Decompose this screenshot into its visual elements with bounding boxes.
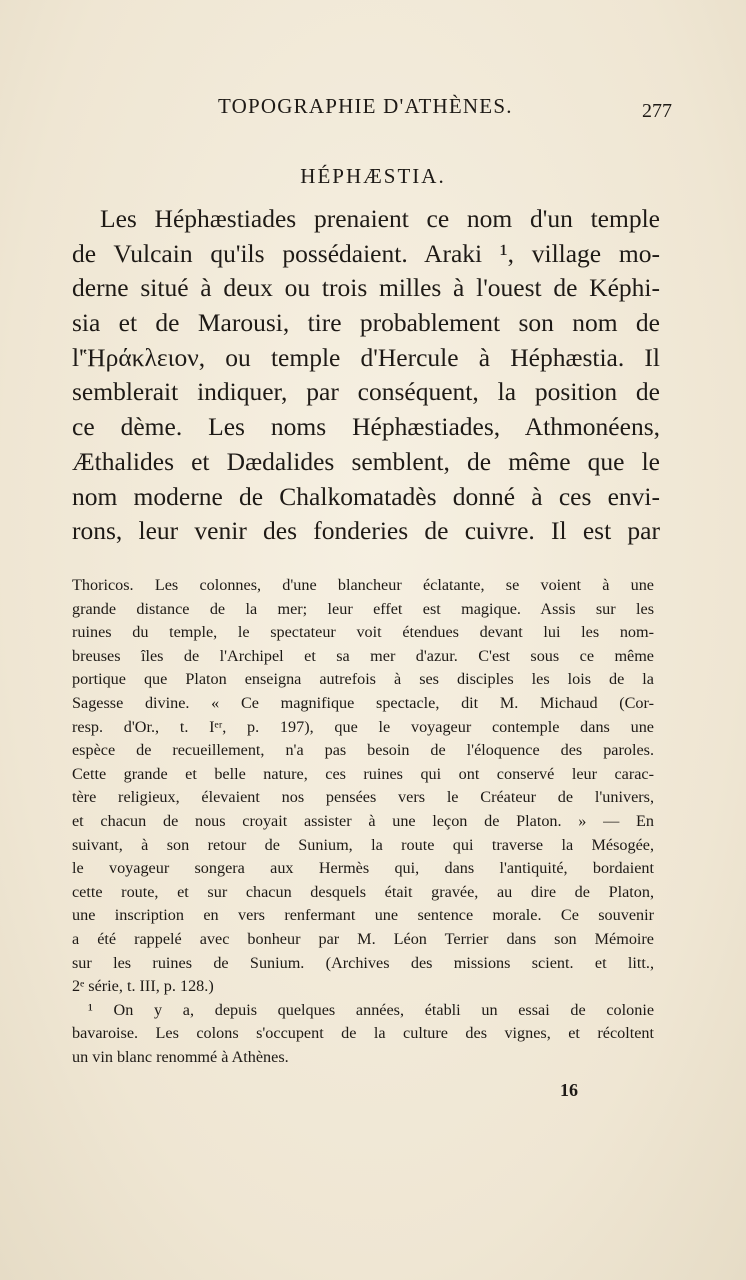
footnote-line: et chacun de nous croyait assister à une leçon de Platon. » — En (72, 811, 654, 830)
signature-mark: 16 (560, 1080, 578, 1100)
body-line: ce dème. Les noms Héphæstiades, Athmonéens, (72, 412, 660, 442)
footnote-line: 2ᵉ série, t. III, p. 128.) (72, 977, 214, 996)
footnote-line: Sagesse divine. « Ce magnifique spectacle, dit M. Michaud (Cor- (72, 693, 654, 712)
body-line: derne situé à deux ou trois milles à l'ouest de Képhi- (72, 273, 660, 303)
page-number: 277 (642, 100, 672, 122)
footnote-line: espèce de recueillement, n'a pas besoin de l'éloquence des paroles. (72, 741, 654, 760)
body-line: nom moderne de Chalkomatadès donné à ces envi- (72, 481, 660, 511)
running-title: TOPOGRAPHIE D'ATHÈNES. (218, 94, 513, 118)
body-line: Les Héphæstiades prenaient ce nom d'un temple (100, 204, 660, 233)
footnote-line: le voyageur songera aux Hermès qui, dans l'antiquité, bordaient (72, 859, 654, 878)
footnote-line: ¹ On y a, depuis quelques années, établi un essai de colonie (88, 1000, 654, 1019)
footnote-line: une inscription en vers renfermant une sentence morale. Ce souvenir (72, 906, 654, 925)
footnote-line: grande distance de la mer; leur effet est magique. Assis sur les (72, 599, 654, 618)
footnote-line: Thoricos. Les colonnes, d'une blancheur éclatante, se voient à une (72, 576, 654, 594)
footnote-line: suivant, à son retour de Sunium, la route qui traverse la Mésogée, (72, 835, 654, 854)
footnotes (72, 574, 654, 1069)
body-line: de Vulcain qu'ils possédaient. Araki ¹, village mo- (72, 238, 660, 268)
body-line: rons, leur venir des fonderies de cuivre. Il est par (72, 516, 660, 546)
running-head (70, 94, 670, 124)
footnote-line: portique que Platon enseigna autrefois à ses disciples les lois de la (72, 670, 654, 689)
footnote-line: un vin blanc renommé à Athènes. (72, 1047, 289, 1066)
footnote-line: a été rappelé avec bonheur par M. Léon Terrier dans son Mémoire (72, 929, 654, 948)
footnote-line: Cette grande et belle nature, ces ruines qui ont conservé leur carac- (72, 764, 654, 783)
body-line: Æthalides et Dædalides semblent, de même que le (72, 446, 660, 476)
section-title: HÉPHÆSTIA. (300, 164, 446, 188)
footnote-line: cette route, et sur chacun desquels était gravée, au dire de Platon, (72, 882, 654, 901)
body-text (72, 202, 660, 549)
body-line: l'Ἡράκλειον, ou temple d'Hercule à Héphæstia. Il (72, 342, 660, 372)
footnote-line: sur les ruines de Sunium. (Archives des missions scient. et litt., (72, 953, 654, 972)
footnote-line: tère religieux, élevaient nos pensées vers le Créateur de l'univers, (72, 788, 654, 807)
footnote-line: bavaroise. Les colons s'occupent de la culture des vignes, et récoltent (72, 1024, 654, 1043)
footnote-line: breuses îles de l'Archipel et sa mer d'azur. C'est sous ce même (72, 646, 654, 665)
footnote-line: ruines du temple, le spectateur voit étendues devant lui les nom- (72, 623, 654, 642)
body-line: sia et de Marousi, tire probablement son nom de (72, 308, 660, 338)
footnote-line: resp. d'Or., t. Iᵉʳ, p. 197), que le voyageur contemple dans une (72, 717, 654, 736)
body-line: semblerait indiquer, par conséquent, la position de (72, 377, 660, 407)
